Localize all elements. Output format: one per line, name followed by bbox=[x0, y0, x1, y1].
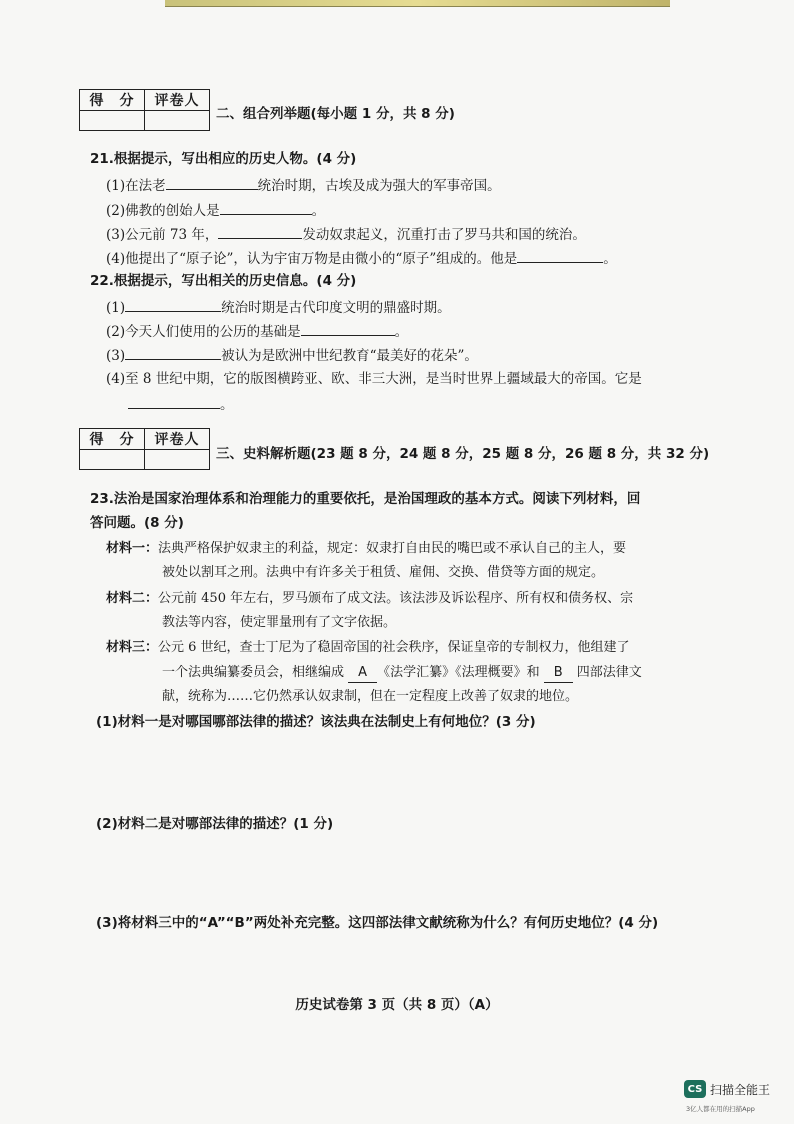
material-3-line1: 材料三：公元 6 世纪，查士丁尼为了稳固帝国的社会秩序，保证皇帝的专制权力，他组建了 bbox=[106, 640, 630, 655]
material-2-label: 材料二： bbox=[106, 591, 159, 606]
material-3-line2: 一个法典编纂委员会，相继编成 A 《法学汇纂》《法理概要》和 B 四部法律文 bbox=[162, 664, 642, 683]
q23-sub2: (2)材料二是对哪部法律的描述？(1 分) bbox=[96, 816, 334, 832]
answer-blank[interactable] bbox=[125, 345, 221, 360]
score-cell[interactable] bbox=[80, 111, 145, 131]
material-2-line2: 教法等内容，使定罪量刑有了文字依据。 bbox=[162, 615, 397, 630]
top-edge-band bbox=[165, 0, 670, 7]
score-table-section3 bbox=[79, 428, 210, 470]
watermark-name: 扫描全能王 bbox=[710, 1082, 771, 1097]
q21-item4: (4)他提出了“原子论”，认为宇宙万物是由微小的“原子”组成的。他是 。 bbox=[106, 248, 617, 268]
material-1-label: 材料一： bbox=[106, 541, 159, 556]
q21-stem: 21.根据提示，写出相应的历史人物。(4 分) bbox=[90, 151, 357, 167]
grader-label: 评卷人 bbox=[145, 429, 210, 450]
answer-blank[interactable] bbox=[220, 200, 312, 215]
answer-blank[interactable] bbox=[166, 175, 258, 190]
score-label: 得 分 bbox=[80, 90, 145, 111]
section2-title: 二、组合列举题(每小题 1 分，共 8 分) bbox=[216, 106, 455, 122]
grader-cell[interactable] bbox=[145, 111, 210, 131]
material-1-line1: 材料一：法典严格保护奴隶主的利益，规定：奴隶打自由民的嘴巴或不承认自己的主人，要 bbox=[106, 541, 627, 556]
answer-blank[interactable] bbox=[128, 394, 220, 409]
grader-cell[interactable] bbox=[145, 450, 210, 470]
q22-item2: (2)今天人们使用的公历的基础是 。 bbox=[106, 321, 408, 341]
q22-item1: (1) 统治时期是古代印度文明的鼎盛时期。 bbox=[106, 297, 451, 317]
fill-a: A bbox=[348, 664, 377, 683]
q23-sub1: (1)材料一是对哪国哪部法律的描述？该法典在法制史上有何地位？(3 分) bbox=[96, 714, 536, 730]
answer-blank[interactable] bbox=[301, 321, 395, 336]
q21-item2: (2)佛教的创始人是 。 bbox=[106, 200, 325, 220]
q22-item3: (3) 被认为是欧洲中世纪教育“最美好的花朵”。 bbox=[106, 345, 478, 365]
material-1-line2: 被处以割耳之刑。法典中有许多关于租赁、雇佣、交换、借贷等方面的规定。 bbox=[162, 565, 605, 580]
answer-blank[interactable] bbox=[517, 248, 603, 263]
q23-stem-line2: 答问题。(8 分) bbox=[90, 515, 184, 531]
q22-stem: 22.根据提示，写出相关的历史信息。(4 分) bbox=[90, 273, 357, 289]
camscanner-logo-icon: CS bbox=[684, 1080, 706, 1098]
watermark-tagline: 3亿人都在用的扫描App bbox=[686, 1105, 755, 1113]
answer-blank[interactable] bbox=[218, 224, 302, 239]
score-cell[interactable] bbox=[80, 450, 145, 470]
score-label: 得 分 bbox=[80, 429, 145, 450]
q22-item4-answer: 。 bbox=[128, 394, 234, 414]
material-2-line1: 材料二：公元前 450 年左右，罗马颁布了成文法。该法涉及诉讼程序、所有权和债务权、宗 bbox=[106, 591, 634, 606]
scanner-watermark bbox=[684, 1080, 770, 1098]
material-3-line3: 献，统称为……它仍然承认奴隶制，但在一定程度上改善了奴隶的地位。 bbox=[162, 689, 579, 704]
page-footer: 历史试卷第 3 页（共 8 页）（A） bbox=[295, 997, 499, 1013]
q23-stem-line1: 23.法治是国家治理体系和治理能力的重要依托，是治国理政的基本方式。阅读下列材料，回 bbox=[90, 491, 641, 507]
score-table-section2 bbox=[79, 89, 210, 131]
answer-blank[interactable] bbox=[125, 297, 221, 312]
grader-label: 评卷人 bbox=[145, 90, 210, 111]
q22-item4: (4)至 8 世纪中期，它的版图横跨亚、欧、非三大洲，是当时世界上疆域最大的帝国。它是 bbox=[106, 371, 642, 387]
material-3-label: 材料三： bbox=[106, 640, 159, 655]
q21-item3: (3)公元前 73 年， 发动奴隶起义，沉重打击了罗马共和国的统治。 bbox=[106, 224, 586, 244]
q23-sub3: (3)将材料三中的“A”“B”两处补充完整。这四部法律文献统称为什么？有何历史地位？(4 分) bbox=[96, 915, 659, 931]
fill-b: B bbox=[544, 664, 573, 683]
q21-item1: (1)在法老 统治时期，古埃及成为强大的军事帝国。 bbox=[106, 175, 501, 195]
section3-title: 三、史料解析题(23 题 8 分，24 题 8 分，25 题 8 分，26 题 8 分，共 32 分) bbox=[216, 446, 710, 462]
